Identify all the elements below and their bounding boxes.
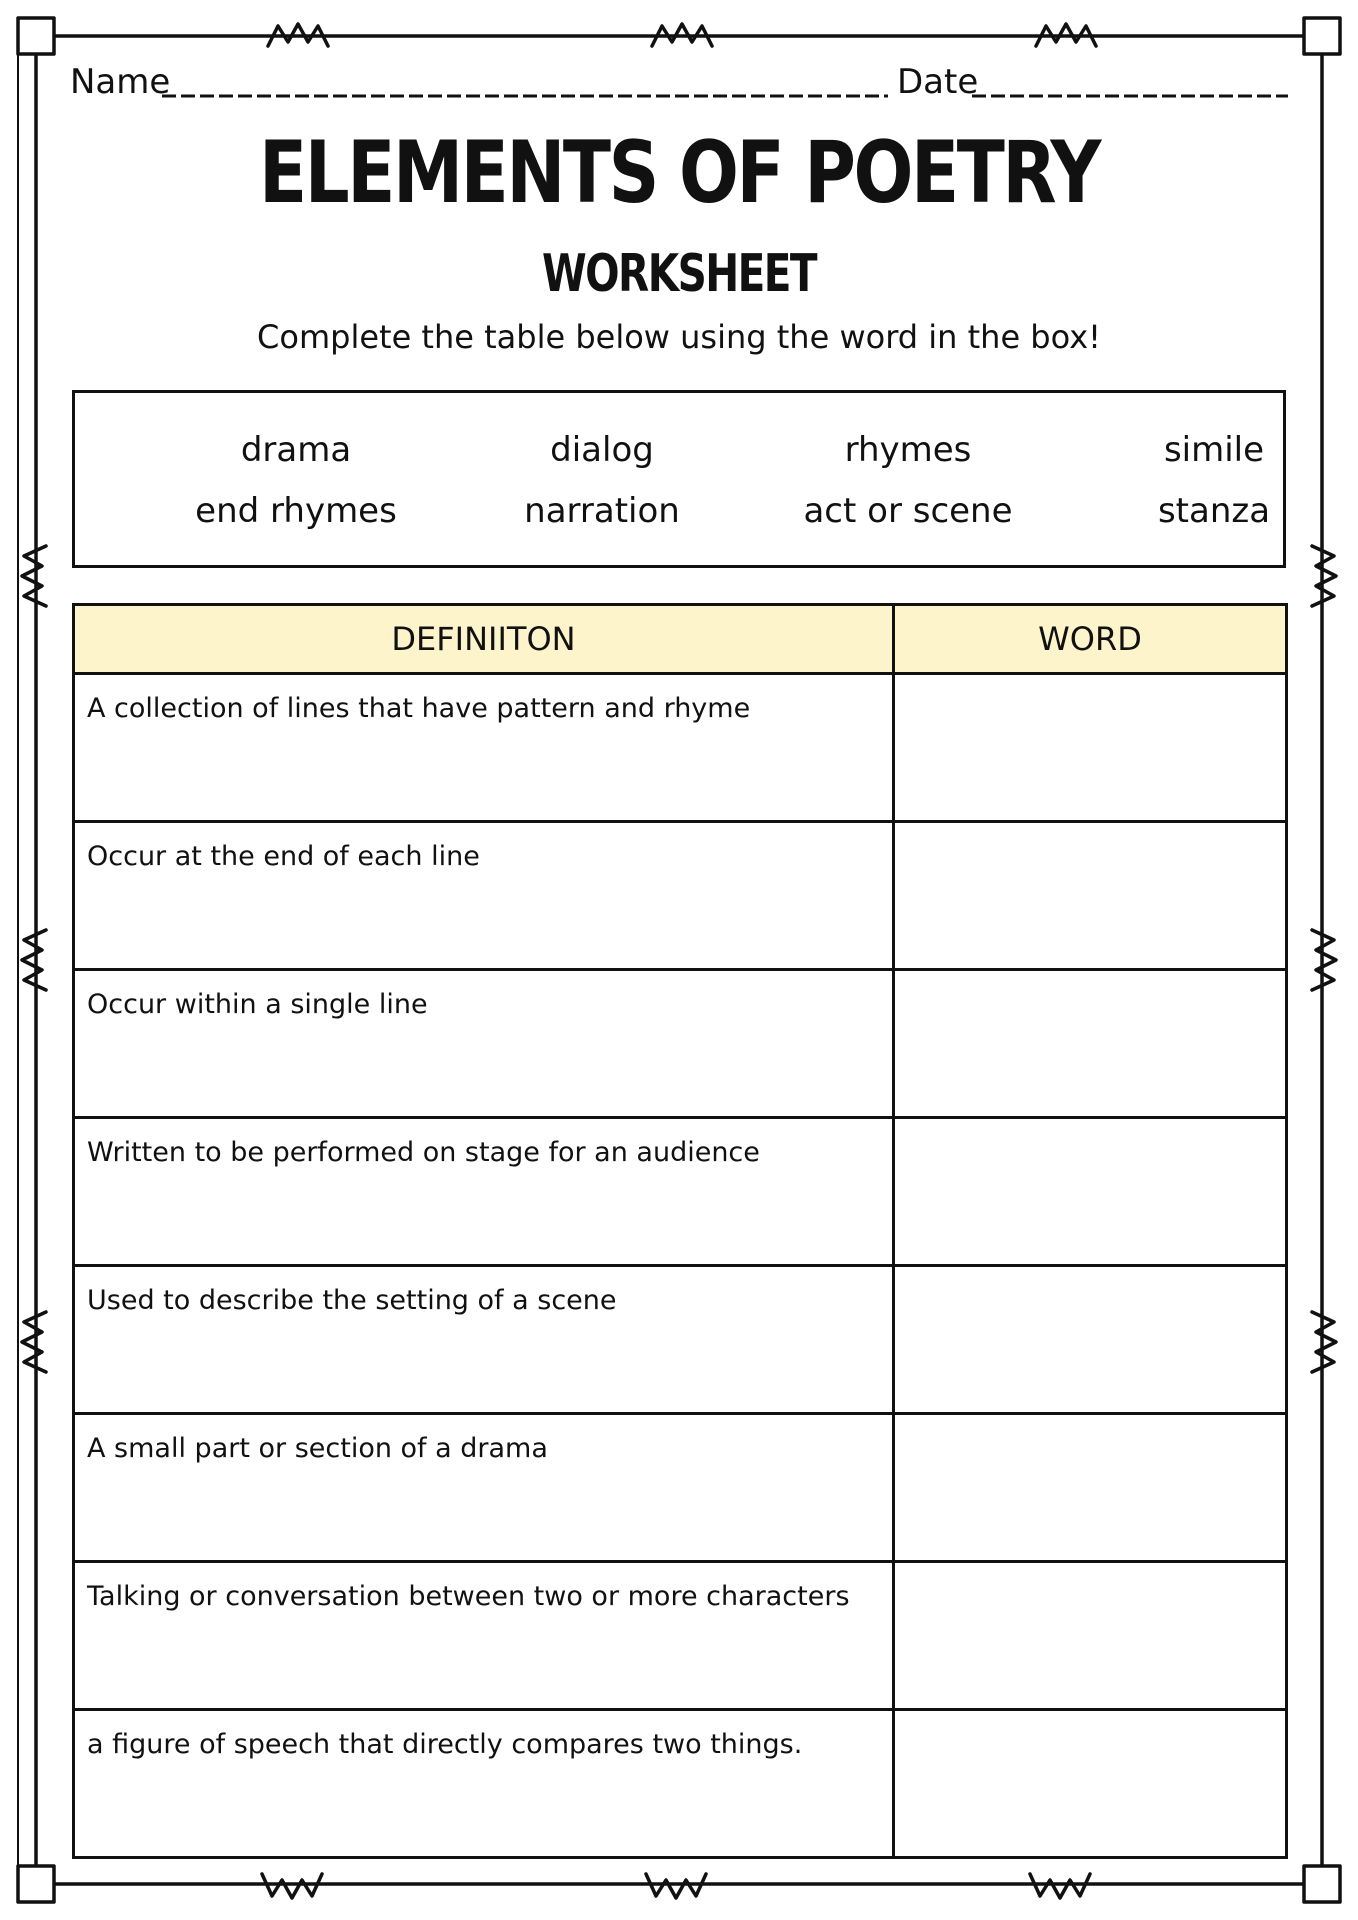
definition-cell <box>74 970 894 1118</box>
word-answer-cell[interactable] <box>894 1266 1287 1414</box>
definition-text: Occur within a single line <box>87 989 428 1020</box>
definition-cell <box>74 1414 894 1562</box>
definition-cell <box>74 1562 894 1710</box>
definition-cell <box>74 1266 894 1414</box>
word-bank-item: end rhymes <box>195 491 397 531</box>
definition-column-header: DEFINIITON <box>74 605 894 674</box>
word-answer-cell[interactable] <box>894 1118 1287 1266</box>
word-answer-cell[interactable] <box>894 1562 1287 1710</box>
table-row <box>74 674 1287 822</box>
word-bank-item: rhymes <box>844 430 972 470</box>
definition-cell <box>74 1118 894 1266</box>
table-row <box>74 1118 1287 1266</box>
definition-cell <box>74 1710 894 1858</box>
definition-text: Talking or conversation between two or more characters <box>87 1581 850 1612</box>
word-answer-cell[interactable] <box>894 674 1287 822</box>
table-row <box>74 1710 1287 1858</box>
definitions-table <box>72 603 1288 1859</box>
word-bank-item: drama <box>240 430 352 470</box>
word-bank-item: dialog <box>550 430 654 470</box>
definition-text: A collection of lines that have pattern and rhyme <box>87 693 751 724</box>
word-bank-item: act or scene <box>803 491 1013 531</box>
definition-text: Used to describe the setting of a scene <box>87 1285 617 1316</box>
definition-text: a figure of speech that directly compares two things. <box>87 1729 803 1760</box>
definition-text: A small part or section of a drama <box>87 1433 548 1464</box>
table-row <box>74 1266 1287 1414</box>
table-row <box>74 1414 1287 1562</box>
word-answer-cell[interactable] <box>894 1710 1287 1858</box>
date-label: Date <box>897 62 979 102</box>
word-bank-item: narration <box>524 491 680 531</box>
name-label: Name <box>70 62 171 102</box>
definition-cell <box>74 674 894 822</box>
word-answer-cell[interactable] <box>894 970 1287 1118</box>
definition-text: Occur at the end of each line <box>87 841 480 872</box>
page-subtitle: WORKSHEET <box>541 244 817 304</box>
word-answer-cell[interactable] <box>894 822 1287 970</box>
instructions: Complete the table below using the word in the box! <box>257 318 1101 356</box>
table-header-row <box>74 605 1287 674</box>
word-bank-item: simile <box>1163 430 1265 470</box>
word-bank-item: stanza <box>1157 491 1271 531</box>
definition-cell <box>74 822 894 970</box>
word-bank-box <box>72 390 1286 568</box>
word-column-header: WORD <box>894 605 1287 674</box>
table-row <box>74 822 1287 970</box>
page-title: ELEMENTS OF POETRY <box>259 123 1099 223</box>
word-answer-cell[interactable] <box>894 1414 1287 1562</box>
table-row <box>74 1562 1287 1710</box>
definition-text: Written to be performed on stage for an audience <box>87 1137 760 1168</box>
table-row <box>74 970 1287 1118</box>
